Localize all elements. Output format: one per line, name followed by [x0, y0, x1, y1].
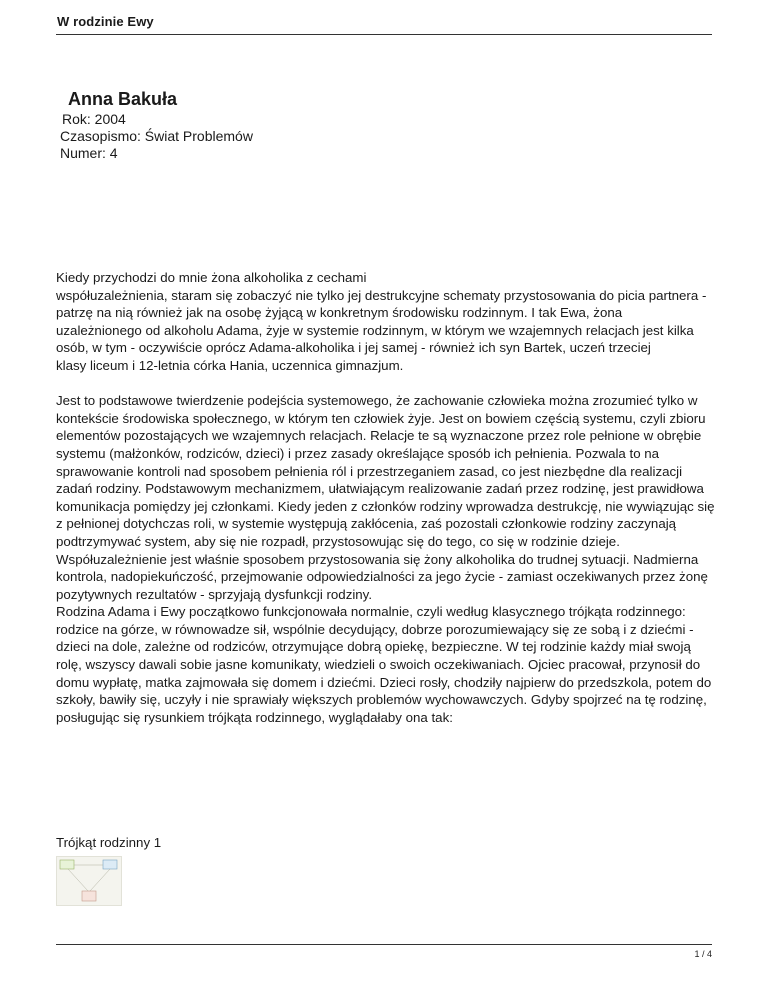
paragraph-intro — [56, 269, 716, 375]
family-triangle-thumbnail[interactable] — [56, 856, 122, 906]
paragraph-systemic: Jest to podstawowe twierdzenie podejścia systemowego, że zachowanie człowieka można zrozumieć tylko w kontekście środowiska społecznego, w którym ten człowiek żyje. Jest on bowiem częścią systemu, czyli zbioru elementów pozostających we wzajemnych relacjach. Relacje te są wyznaczone przez role pełnione w obrębie systemu (małżonków, rodziców, dzieci) i przez zasady określające sposób ich pełnienia. Pozwala to na sprawowanie kontroli nad sposobem pełnienia ról i przestrzeganiem zasad, co jest niezbędne dla realizacji zadań rodziny. Podstawowym mechanizmem, ułatwiającym realizowanie zadań przez rodzinę, jest prawidłowa komunikacja pomiędzy jej członkami. Kiedy jeden z członków rodziny wprowadza destrukcję, nie wywiązując się z pełnionej dotychczas roli, w systemie występują zakłócenia, zaś pozostali członkowie rodziny zaczynają podtrzymywać system, aby się nie rozpadł, przystosowując się do tego, co się w rodzinie dzieje. Współuzależnienie jest właśnie sposobem przystosowania się żony alkoholika do trudnej sytuacji. Nadmierna kontrola, nadopiekuńczość, przejmowanie odpowiedzialności za jego życie - zamiast oczekiwanych przez żonę pozytywnych rezultatów - sprzyjają dysfunkcji rodziny. — [56, 393, 715, 602]
footer-divider — [56, 944, 712, 945]
meta-number: Numer: 4 — [60, 145, 118, 161]
paragraph-line: Kiedy przychodzi do mnie żona alkoholika z cechami — [56, 270, 367, 285]
family-triangle-diagram — [57, 857, 121, 905]
right-side-line — [90, 869, 110, 891]
parent-box-right — [103, 860, 117, 869]
parent-box-left — [60, 860, 74, 869]
paragraph-family: Rodzina Adama i Ewy początkowo funkcjonowała normalnie, czyli według klasycznego trójkąta rodzinnego: rodzice na górze, w równowadze sił, wspólnie decydujący, dobrze porozumiewający się ze sobą i z dziećmi - dzieci na dole, zależne od rodziców, otrzymujące dobrą opiekę, bezpieczne. W tej rodzinie każdy miał swoją rolę, wszyscy dawali sobie jasne komunikaty, wiedzieli o swoich oczekiwaniach. Ojciec pracował, przynosił do domu wypłatę, matka zajmowała się domem i dziećmi. Dzieci rosły, chodziły najpierw do przedszkola, potem do szkoły, bawiły się, uczyły i nie sprawiały większych problemów wychowawczych. Gdyby spojrzeć na tę rodzinę, posługując się rysunkiem trójkąta rodzinnego, wyglądałaby ona tak: — [56, 604, 712, 725]
running-header-title: W rodzinie Ewy — [57, 14, 154, 29]
page-number: 1 / 4 — [694, 949, 712, 959]
header-divider — [56, 34, 712, 35]
meta-journal: Czasopismo: Świat Problemów — [60, 128, 253, 144]
paragraph-line: współuzależnienia, staram się zobaczyć nie tylko jej destrukcyjne schematy przystosowania do picia partnera - patrzę na nią również jak na osobę żyjącą w konkretnym środowisku rodzinnym. I tak Ewa, żona — [56, 287, 707, 321]
article-author: Anna Bakuła — [68, 89, 178, 109]
left-side-line — [68, 869, 88, 891]
article-body — [56, 269, 716, 726]
meta-year: Rok: 2004 — [62, 111, 126, 127]
children-box — [82, 891, 96, 901]
paragraph-line: uzależnionego od alkoholu Adama, żyje w systemie rodzinnym, w którym we wzajemnych relacjach jest kilka osób, w tym - oczywiście oprócz Adama-alkoholika i jej samej - również ich syn Bartek, uczeń trzeciej — [56, 322, 694, 356]
paragraph-line: klasy liceum i 12-letnia córka Hania, uczennica gimnazjum. — [56, 357, 404, 373]
article-metadata — [60, 111, 253, 162]
figure-caption: Trójkąt rodzinny 1 — [56, 835, 162, 850]
